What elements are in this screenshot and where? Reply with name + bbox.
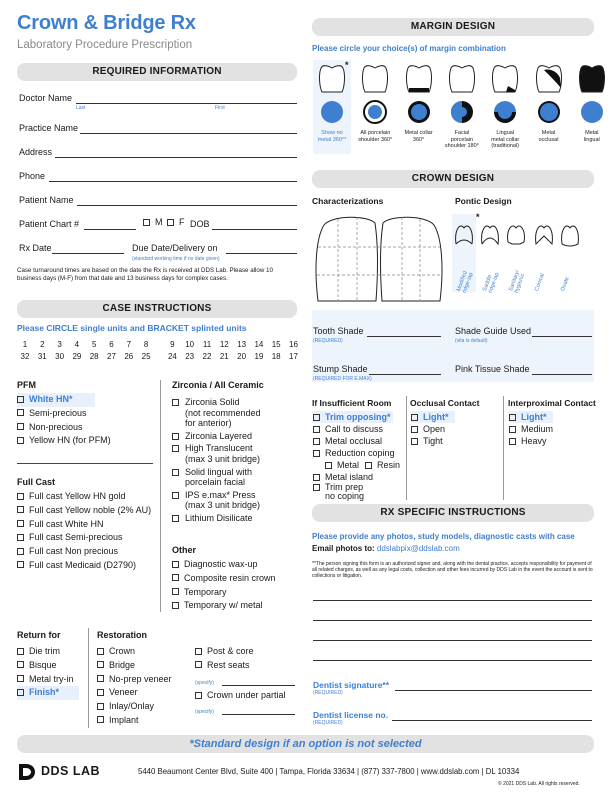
checkbox[interactable]: [17, 437, 24, 444]
checkbox[interactable]: [17, 689, 24, 696]
pfm-non-precious[interactable]: Non-precious: [17, 421, 111, 435]
checkbox[interactable]: [313, 426, 320, 433]
tooth-facial-shoulder-icon[interactable]: [445, 64, 479, 130]
checkbox[interactable]: [195, 648, 202, 655]
call-to-discuss[interactable]: Call to discuss: [313, 423, 400, 435]
legal-note: **The person signing this form is an authorized signer and, along with the dental practice, accepts responsibility for payment of all related charges, as well as any legal costs, collection and other fees incurred by DDS Lab in the event the account is sent to collections or litigation.: [312, 561, 593, 579]
interproximal-light[interactable]: Light*: [509, 411, 553, 423]
tooth-number-lower[interactable]: 31: [37, 352, 47, 361]
tooth-number-lower[interactable]: 28: [89, 352, 99, 361]
rx-date-label: Rx Date: [19, 243, 52, 253]
tooth-number-lower[interactable]: 32: [20, 352, 30, 361]
margin-star: *: [345, 60, 349, 70]
tooth-number-upper[interactable]: 16: [289, 340, 298, 349]
tooth-number-upper[interactable]: 4: [74, 340, 80, 349]
tooth-number-lower[interactable]: 29: [72, 352, 82, 361]
checkbox[interactable]: [313, 474, 320, 481]
full-cast-white-hn[interactable]: Full cast White HN: [17, 518, 151, 532]
restoration-crown-under-partial[interactable]: Crown under partial: [195, 689, 286, 703]
checkbox[interactable]: [195, 692, 202, 699]
tooth-number-upper[interactable]: 8: [143, 340, 149, 349]
address-label: Address: [19, 147, 53, 157]
instructions-line-4[interactable]: [313, 660, 592, 661]
return-metal-try-in[interactable]: Metal try-in: [17, 673, 79, 687]
return-finish[interactable]: Finish*: [17, 686, 79, 700]
checkbox[interactable]: [313, 484, 320, 491]
tooth-metal-collar-icon[interactable]: [402, 64, 436, 130]
patient-chart-label: Patient Chart #: [19, 219, 80, 229]
margin-design-heading: MARGIN DESIGN: [312, 18, 594, 36]
characterizations-heading: Characterizations: [312, 196, 384, 206]
checkbox[interactable]: [172, 399, 179, 406]
pontic-type-label: Modified ridge-lap: [456, 270, 475, 295]
return-for-heading: Return for: [17, 630, 61, 640]
tooth-number-upper[interactable]: 10: [185, 340, 195, 349]
email-photos-line: [312, 544, 460, 553]
standard-design-banner: *Standard design if an option is not selected: [17, 735, 594, 753]
dentist-license-field[interactable]: [392, 720, 592, 721]
checkbox[interactable]: [97, 661, 104, 668]
dob-label: DOB: [190, 219, 210, 229]
full-cast-medicaid[interactable]: Full cast Medicaid (D2790): [17, 559, 151, 573]
specify-field[interactable]: [222, 714, 295, 715]
zirconia-heading: Zirconia / All Ceramic: [172, 380, 264, 390]
checkbox[interactable]: [17, 561, 24, 568]
checkbox[interactable]: [195, 661, 202, 668]
checkbox[interactable]: [97, 689, 104, 696]
due-date-label: Due Date/Delivery on: [132, 243, 218, 253]
other-diagnostic-wax-up[interactable]: Diagnostic wax-up: [172, 558, 276, 572]
return-die-trim[interactable]: Die trim: [17, 645, 79, 659]
male-checkbox-box[interactable]: [143, 219, 150, 226]
checkbox[interactable]: [97, 648, 104, 655]
rx-date-field[interactable]: [52, 253, 124, 254]
checkbox[interactable]: [172, 602, 179, 609]
form-title: Crown & Bridge Rx: [17, 12, 196, 34]
due-date-field[interactable]: [226, 253, 297, 254]
restoration-inlay-onlay[interactable]: Inlay/Onlay: [97, 700, 172, 714]
restoration-post-core[interactable]: Post & core: [195, 645, 254, 659]
checkbox[interactable]: [17, 423, 24, 430]
column-divider: [88, 628, 89, 728]
checkbox[interactable]: [172, 515, 179, 522]
email-label: Email photos to:: [312, 544, 375, 553]
margin-option-label: Show no metal 360°*: [317, 130, 347, 143]
male-label: M: [155, 217, 163, 227]
shade-guide-field[interactable]: [532, 336, 592, 337]
column-divider: [160, 380, 161, 612]
other-temporary[interactable]: Temporary: [172, 586, 276, 600]
checkbox[interactable]: [97, 675, 104, 682]
full-cast-yellow-noble[interactable]: Full cast Yellow noble (2% AU): [17, 504, 151, 518]
checkbox[interactable]: [509, 414, 516, 421]
interproximal-contact-heading: Interproximal Contact: [508, 398, 596, 408]
checkbox[interactable]: [17, 506, 24, 513]
tooth-number-lower[interactable]: 24: [167, 352, 177, 361]
signature-required: (REQUIRED): [313, 690, 343, 696]
pontic-type-label: Saddle ridge-lap: [482, 271, 501, 295]
tooth-number-upper[interactable]: 7: [126, 340, 132, 349]
rx-instructions-heading: RX SPECIFIC INSTRUCTIONS: [312, 504, 594, 522]
pfm-heading: PFM: [17, 380, 36, 390]
phone-field[interactable]: [49, 181, 297, 182]
pfm-white-hn[interactable]: White HN*: [17, 393, 95, 407]
interproximal-heavy[interactable]: Heavy: [509, 435, 553, 447]
doctor-name-field[interactable]: [76, 103, 297, 104]
checkbox[interactable]: [17, 534, 24, 541]
checkbox[interactable]: [313, 414, 320, 421]
tooth-number-lower[interactable]: 19: [254, 352, 264, 361]
dds-lab-logo-icon: [17, 762, 39, 782]
doctor-name-label: Doctor Name: [19, 93, 73, 103]
specify-hint: (specify): [195, 709, 214, 715]
required-info-heading: REQUIRED INFORMATION: [17, 63, 297, 81]
female-checkbox[interactable]: [167, 216, 185, 230]
trim-opposing[interactable]: Trim opposing*: [313, 411, 393, 423]
checkbox[interactable]: [172, 469, 179, 476]
characterization-teeth-diagram[interactable]: [312, 213, 447, 307]
tooth-number-lower[interactable]: 17: [289, 352, 298, 361]
stump-shade-note: (REQUIRED FOR E.MAX): [313, 376, 372, 382]
pfm-semi-precious[interactable]: Semi-precious: [17, 407, 111, 421]
rx-photos-note: Please provide any photos, study models, diagnostic casts with case: [312, 532, 575, 541]
dds-lab-logo-text: DDS LAB: [41, 764, 101, 778]
insufficient-heading: If Insufficient Room: [312, 398, 392, 408]
checkbox[interactable]: [17, 520, 24, 527]
license-required: (REQUIRED): [313, 720, 343, 726]
margin-note: Please circle your choice(s) of margin combination: [312, 44, 506, 53]
checkbox[interactable]: [411, 414, 418, 421]
tooth-number-upper[interactable]: 13: [237, 340, 247, 349]
tooth-number-upper[interactable]: 11: [202, 340, 212, 349]
checkbox[interactable]: [17, 396, 24, 403]
metal-label: Metal: [337, 460, 360, 470]
practice-name-field[interactable]: [80, 133, 297, 134]
full-cast-list: [17, 490, 151, 573]
coping-options: [313, 459, 400, 471]
tooth-number-lower[interactable]: 22: [202, 352, 212, 361]
female-label: F: [179, 217, 185, 227]
return-for-list: [17, 645, 79, 700]
tooth-no-metal-icon[interactable]: [315, 64, 349, 130]
checkbox[interactable]: [411, 438, 418, 445]
email-link[interactable]: ddslabpix@ddslab.com: [376, 544, 460, 553]
interproximal-list: [509, 411, 553, 447]
margin-option-label: Metal lingual: [583, 130, 600, 143]
other-composite-resin-crown[interactable]: Composite resin crown: [172, 572, 276, 586]
reduction-coping[interactable]: Reduction coping: [313, 447, 400, 459]
last-name-hint: Last: [76, 105, 86, 111]
tooth-number-upper[interactable]: 1: [22, 340, 28, 349]
tooth-number-upper[interactable]: 12: [219, 340, 229, 349]
pontic-type-label: Ovate: [560, 276, 571, 293]
full-cast-yellow-hn[interactable]: Full cast Yellow HN gold: [17, 490, 151, 504]
stump-shade-field[interactable]: [369, 374, 441, 375]
zirconia-solid[interactable]: Zirconia Solid (not recommended for anterior): [172, 397, 261, 429]
first-name-hint: First: [215, 105, 225, 111]
specify-hint: (specify): [195, 680, 214, 686]
phone-label: Phone: [19, 171, 46, 181]
form-subtitle: Laboratory Procedure Prescription: [17, 39, 193, 51]
patient-chart-field[interactable]: [84, 229, 136, 230]
tooth-number-lower[interactable]: 21: [219, 352, 229, 361]
restoration-list-1: [97, 645, 172, 728]
conical-icon: [536, 226, 553, 244]
other-list: [172, 558, 276, 613]
restoration-implant[interactable]: Implant: [97, 714, 172, 728]
checkbox[interactable]: [313, 450, 320, 457]
checkbox[interactable]: [509, 438, 516, 445]
occlusal-open[interactable]: Open: [411, 423, 455, 435]
specify-field[interactable]: [222, 685, 295, 686]
case-instructions-heading: CASE INSTRUCTIONS: [17, 300, 297, 318]
dentist-signature-label: Dentist signature**: [313, 680, 390, 690]
pontic-design-heading: Pontic Design: [455, 196, 512, 206]
zirconia-solid-lingual[interactable]: Solid lingual with porcelain facial: [172, 467, 261, 488]
turnaround-note: Case turnaround times are based on the date the Rx is received at DDS Lab. Please allow 10 business days (M-F) from that date and 13 business days for complex cases.: [17, 267, 273, 283]
checkbox[interactable]: [411, 426, 418, 433]
tooth-number-lower[interactable]: 25: [141, 352, 151, 361]
saddle-ridge-lap-icon: [482, 226, 499, 244]
checkbox[interactable]: [172, 492, 179, 499]
restoration-bridge[interactable]: Bridge: [97, 659, 172, 673]
other-heading: Other: [172, 545, 197, 555]
insufficient-list: [313, 411, 400, 501]
crown-design-heading: CROWN DESIGN: [312, 170, 594, 188]
tooth-number-upper[interactable]: 6: [109, 340, 114, 349]
margin-option-label: Lingual metal collar (traditional): [491, 130, 520, 149]
zirconia-high-translucent[interactable]: High Translucent (max 3 unit bridge): [172, 443, 261, 464]
tooth-number-upper[interactable]: 3: [57, 340, 62, 349]
checkbox[interactable]: [172, 561, 179, 568]
pfm-yellow-hn[interactable]: Yellow HN (for PFM): [17, 434, 111, 448]
restoration-veneer[interactable]: Veneer: [97, 686, 172, 700]
tooth-metal-occlusal-icon[interactable]: [532, 64, 566, 130]
due-date-note: (standard working time if no date given): [132, 256, 220, 262]
checkbox[interactable]: [97, 703, 104, 710]
margin-option-label: Facial porcelain shoulder 180°: [444, 130, 479, 149]
checkbox[interactable]: [172, 588, 179, 595]
sanitary-icon: [508, 226, 525, 244]
column-divider: [503, 396, 504, 500]
male-checkbox[interactable]: [143, 216, 163, 230]
tooth-number-lower[interactable]: 30: [55, 352, 65, 361]
metal-island[interactable]: Metal island: [313, 471, 400, 483]
lab-contact-info: 5440 Beaumont Center Blvd, Suite 400 | Tampa, Florida 33634 | (877) 337-7800 | www.ddslab.com | DL 10334: [138, 767, 520, 776]
tooth-lingual-collar-icon[interactable]: [488, 64, 522, 130]
zirconia-layered[interactable]: Zirconia Layered: [172, 431, 261, 442]
tooth-metal-lingual-icon[interactable]: [575, 64, 609, 130]
pontic-shapes[interactable]: [452, 218, 582, 250]
patient-name-field[interactable]: [77, 205, 297, 206]
metal-occlusal-option[interactable]: Metal occlusal: [313, 435, 400, 447]
return-bisque[interactable]: Bisque: [17, 659, 79, 673]
tooth-number-upper[interactable]: 5: [91, 340, 97, 349]
zirconia-lithium-disilicate[interactable]: Lithium Disilicate: [172, 513, 261, 524]
pfm-list: [17, 393, 111, 448]
patient-name-label: Patient Name: [19, 195, 74, 205]
checkbox[interactable]: [17, 675, 24, 682]
dob-field[interactable]: [212, 229, 297, 230]
address-field[interactable]: [55, 157, 297, 158]
dentist-license-label: Dentist license no.: [313, 710, 389, 720]
margin-option-label: Metal collar 360°: [404, 130, 433, 143]
circle-note: Please CIRCLE single units and BRACKET splinted units: [17, 323, 247, 333]
other-temporary-metal[interactable]: Temporary w/ metal: [172, 599, 276, 613]
trim-prep-no-coping[interactable]: Trim prep no coping: [313, 483, 400, 501]
occlusal-list: [411, 411, 455, 447]
stump-shade-label: Stump Shade: [313, 364, 368, 374]
checkbox[interactable]: [509, 426, 516, 433]
checkbox[interactable]: [17, 409, 24, 416]
checkbox[interactable]: [17, 548, 24, 555]
tooth-shade-required: (REQUIRED): [313, 338, 343, 344]
zirconia-emax-press[interactable]: IPS e.max* Press (max 3 unit bridge): [172, 490, 261, 511]
copyright: © 2021 DDS Lab. All rights reserved.: [498, 781, 580, 787]
full-cast-semi-precious[interactable]: Full cast Semi-precious: [17, 531, 151, 545]
tooth-porcelain-shoulder-icon[interactable]: [358, 64, 392, 130]
pontic-type-label: Sanitary/ hygienic: [508, 269, 527, 295]
tooth-number-lower[interactable]: 26: [124, 352, 134, 361]
shade-guide-label: Shade Guide Used: [455, 326, 532, 336]
restoration-crown[interactable]: Crown: [97, 645, 172, 659]
checkbox[interactable]: [172, 574, 179, 581]
tooth-number-lower[interactable]: 23: [185, 352, 195, 361]
column-divider: [406, 396, 407, 500]
checkbox[interactable]: [17, 493, 24, 500]
checkbox[interactable]: [172, 445, 179, 452]
tooth-number-lower[interactable]: 20: [237, 352, 247, 361]
checkbox[interactable]: [172, 433, 179, 440]
pontic-star: *: [476, 212, 480, 222]
checkbox[interactable]: [365, 462, 372, 469]
occlusal-tight[interactable]: Tight: [411, 435, 455, 447]
tooth-number-lower[interactable]: 27: [107, 352, 116, 361]
modified-ridge-lap-icon: [456, 226, 473, 244]
resin-label: Resin: [377, 460, 401, 470]
checkbox[interactable]: [97, 716, 104, 723]
checkbox[interactable]: [17, 661, 24, 668]
margin-option-label: Metal occlusal: [538, 130, 559, 143]
occlusal-contact-heading: Occlusal Contact: [410, 398, 480, 408]
tooth-shade-label: Tooth Shade: [313, 326, 364, 336]
checkbox[interactable]: [313, 438, 320, 445]
full-cast-heading: Full Cast: [17, 477, 56, 487]
dentist-signature-field[interactable]: [395, 690, 592, 691]
occlusal-light[interactable]: Light*: [411, 411, 455, 423]
zirconia-list: [172, 397, 261, 524]
interproximal-medium[interactable]: Medium: [509, 423, 553, 435]
vita-default-note: (vita is default): [455, 338, 488, 344]
ovate-icon: [562, 226, 579, 246]
divider: [17, 463, 153, 464]
checkbox[interactable]: [17, 648, 24, 655]
pink-tissue-label: Pink Tissue Shade: [455, 364, 530, 374]
tooth-number-lower[interactable]: 18: [271, 352, 281, 361]
margin-option-label: All porcelain shoulder 360°: [358, 130, 393, 143]
restoration-heading: Restoration: [97, 630, 148, 640]
instructions-line-3[interactable]: [313, 640, 592, 641]
tooth-number-upper[interactable]: 14: [254, 340, 264, 349]
restoration-list-2: [195, 645, 254, 673]
pontic-type-label: Conical: [534, 272, 546, 293]
tooth-shade-field[interactable]: [367, 336, 441, 337]
instructions-line-2[interactable]: [313, 620, 592, 621]
tooth-number-upper[interactable]: 2: [40, 340, 45, 349]
tooth-number-upper[interactable]: 15: [271, 340, 281, 349]
restoration-rest-seats[interactable]: Rest seats: [195, 659, 254, 673]
checkbox[interactable]: [325, 462, 332, 469]
practice-name-label: Practice Name: [19, 123, 79, 133]
pink-tissue-field[interactable]: [532, 374, 592, 375]
instructions-line-1[interactable]: [313, 600, 592, 601]
female-checkbox-box[interactable]: [167, 219, 174, 226]
tooth-number-upper[interactable]: 9: [170, 340, 175, 349]
full-cast-non-precious[interactable]: Full cast Non precious: [17, 545, 151, 559]
restoration-no-prep-veneer[interactable]: No-prep veneer: [97, 673, 172, 687]
